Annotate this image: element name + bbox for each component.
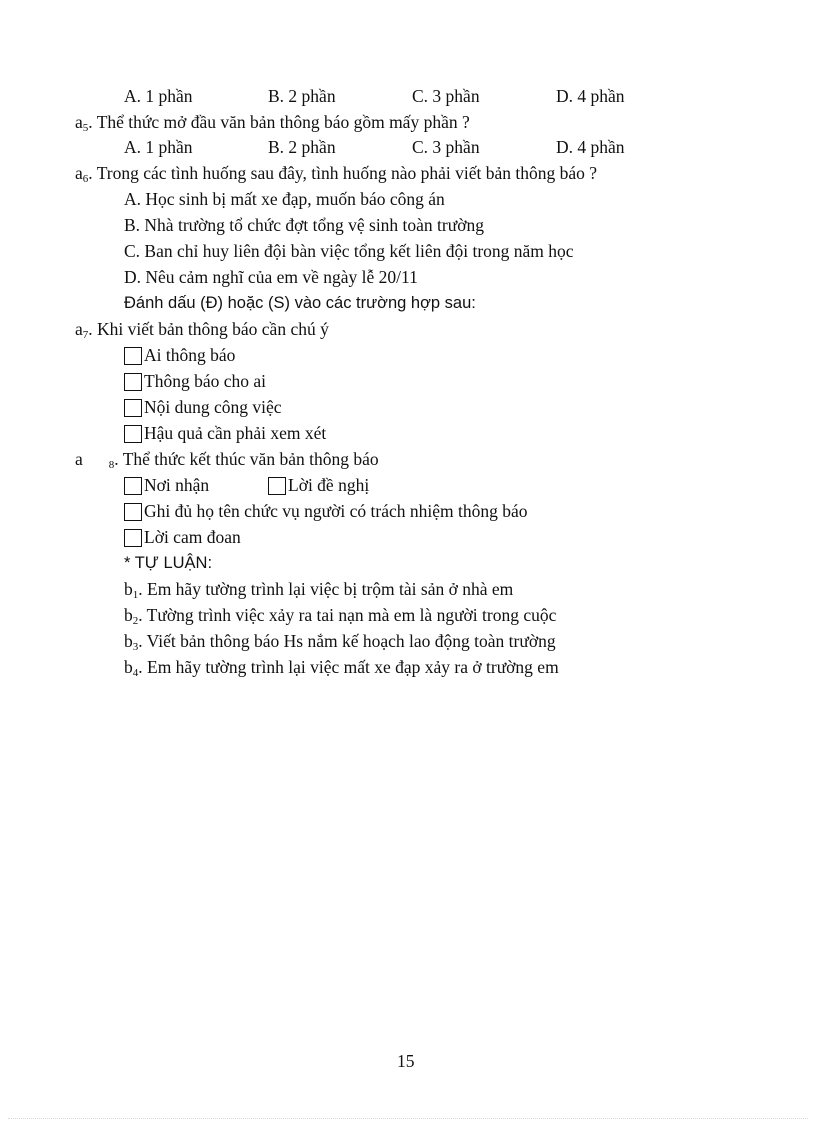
- q8-item: [124, 500, 528, 522]
- answer-checkbox[interactable]: [124, 347, 142, 365]
- essay-text: . Em hãy tường trình lại việc bị trộm tài sản ở nhà em: [138, 579, 514, 599]
- answer-checkbox[interactable]: [124, 425, 142, 443]
- essay-number: 3: [132, 641, 139, 653]
- answer-checkbox[interactable]: [124, 373, 142, 391]
- instruction: Đánh dấu (Đ) hoặc (S) vào các trường hợp sau:: [124, 294, 476, 312]
- answer-checkbox[interactable]: [124, 399, 142, 417]
- page-bottom-edge: [8, 1118, 808, 1119]
- essay-number: 4: [132, 667, 139, 679]
- answer-checkbox[interactable]: [268, 477, 286, 495]
- q8-question: [75, 448, 379, 470]
- q8-item: [124, 474, 209, 496]
- q7-number: 7: [82, 329, 89, 341]
- essay-text: . Em hãy tường trình lại việc mất xe đạp xảy ra ở trường em: [138, 657, 559, 677]
- essay-text: . Viết bản thông báo Hs nắm kế hoạch lao động toàn trường: [138, 631, 556, 651]
- essay-text: . Tường trình việc xảy ra tai nạn mà em là người trong cuộc: [138, 605, 557, 625]
- essay-item: [124, 578, 513, 600]
- q4-options: [124, 85, 684, 107]
- q6-question: [75, 162, 597, 184]
- essay-number: 2: [132, 615, 139, 627]
- q4-option-a: A. 1 phần: [124, 86, 193, 106]
- q8-prefix: a: [75, 449, 83, 469]
- q8-item-label: Lời đề nghị: [288, 475, 370, 495]
- q6-number: 6: [82, 173, 89, 185]
- answer-checkbox[interactable]: [124, 477, 142, 495]
- q5-option-a: A. 1 phần: [124, 137, 193, 157]
- q7-item-label: Ai thông báo: [144, 345, 236, 365]
- q4-option-d: D. 4 phần: [556, 86, 625, 106]
- essay-prefix: b: [124, 579, 133, 599]
- essay-item: [124, 604, 556, 626]
- q8-item-label: Nơi nhận: [144, 475, 210, 495]
- q8-number: 8: [108, 459, 115, 471]
- q5-option-c: C. 3 phần: [412, 137, 480, 157]
- essay-item: [124, 630, 556, 652]
- essay-number: 1: [132, 589, 139, 601]
- q6-option-a: A. Học sinh bị mất xe đạp, muốn báo công án: [124, 189, 445, 209]
- q7-question: [75, 318, 329, 340]
- q6-prefix: a: [75, 163, 83, 183]
- q7-item-label: Thông báo cho ai: [144, 371, 266, 391]
- essay-item: [124, 656, 559, 678]
- q5-options: [124, 136, 684, 158]
- q8-text: . Thể thức kết thúc văn bản thông báo: [114, 449, 379, 469]
- q8-item-label: Lời cam đoan: [144, 527, 241, 547]
- q5-number: 5: [82, 122, 89, 134]
- q5-option-b: B. 2 phần: [268, 137, 336, 157]
- essay-prefix: b: [124, 631, 133, 651]
- q8-item-label: Ghi đủ họ tên chức vụ người có trách nhiệm thông báo: [144, 501, 528, 521]
- essay-prefix: b: [124, 657, 133, 677]
- q6-option-c: C. Ban chỉ huy liên đội bàn việc tổng kết liên đội trong năm học: [124, 241, 574, 261]
- q7-text: . Khi viết bản thông báo cần chú ý: [88, 319, 329, 339]
- q7-prefix: a: [75, 319, 83, 339]
- q4-option-c: C. 3 phần: [412, 86, 480, 106]
- q7-item-label: Nội dung công việc: [144, 397, 282, 417]
- q7-item: [124, 344, 235, 366]
- q7-item: [124, 370, 266, 392]
- answer-checkbox[interactable]: [124, 503, 142, 521]
- q5-option-d: D. 4 phần: [556, 137, 625, 157]
- q6-option-b: B. Nhà trường tổ chức đợt tổng vệ sinh toàn trường: [124, 215, 484, 235]
- q7-item: [124, 396, 282, 418]
- q5-question: [75, 111, 470, 133]
- q7-item: [124, 422, 326, 444]
- essay-prefix: b: [124, 605, 133, 625]
- page-number: 15: [397, 1051, 415, 1071]
- answer-checkbox[interactable]: [124, 529, 142, 547]
- q7-item-label: Hậu quả cần phải xem xét: [144, 423, 327, 443]
- q4-option-b: B. 2 phần: [268, 86, 336, 106]
- essay-heading: * TỰ LUẬN:: [124, 554, 213, 572]
- q5-prefix: a: [75, 112, 83, 132]
- q5-text: . Thể thức mở đầu văn bản thông báo gồm mấy phần ?: [88, 112, 470, 132]
- q6-text: . Trong các tình huống sau đây, tình huống nào phải viết bản thông báo ?: [88, 163, 598, 183]
- q8-item: [268, 474, 369, 496]
- q6-option-d: D. Nêu cảm nghĩ của em về ngày lễ 20/11: [124, 267, 418, 287]
- q8-item: [124, 526, 241, 548]
